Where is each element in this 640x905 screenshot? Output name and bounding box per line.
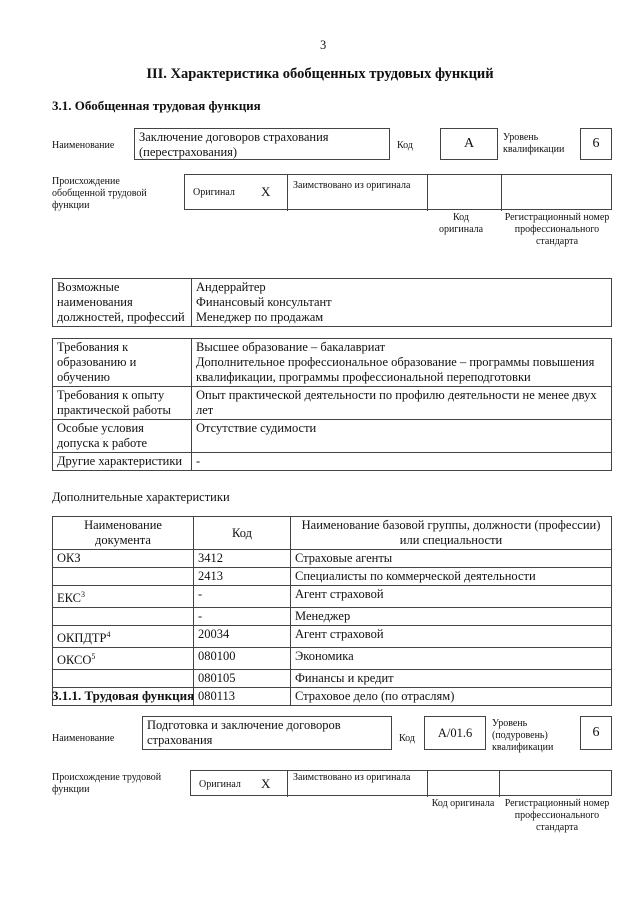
doc-name: ОКПДТР <box>57 631 107 646</box>
doc-cell <box>53 550 194 568</box>
experience-value: Опыт практической деятельности по профилю деятельности не менее двух лет <box>192 387 612 420</box>
page-title: III. Характеристика обобщенных трудовых функций <box>146 66 494 82</box>
origin-label: Происхождение обобщенной трудовой функции <box>52 176 147 211</box>
original-mark: Х <box>261 184 271 199</box>
code-label: Код <box>399 733 415 744</box>
positions-cell <box>192 279 612 327</box>
name-cell: Страховые агенты <box>291 550 612 568</box>
table-row <box>53 648 612 670</box>
requirements-table <box>52 338 612 471</box>
table-row <box>53 568 612 586</box>
education-item: Высшее образование – бакалавриат <box>196 340 386 354</box>
conditions-value: Отсутствие судимости <box>192 420 612 453</box>
doc-name: ЕКС <box>57 591 81 606</box>
original-label: Оригинал <box>199 779 241 790</box>
section-heading: 3.1.1. Трудовая функция <box>52 688 195 703</box>
code-cell: 080100 <box>194 648 291 670</box>
position-item: Андеррайтер <box>196 280 266 294</box>
name-cell: Агент страховой <box>291 586 612 608</box>
code-original-label: Код оригинала <box>431 798 495 809</box>
table-row <box>53 670 612 688</box>
positions-table <box>52 278 612 327</box>
code-cell: 080113 <box>194 688 291 706</box>
table-row <box>53 586 612 608</box>
doc-cell <box>53 648 194 670</box>
additional-table <box>52 516 612 706</box>
education-label: Требования к образованию и обучению <box>53 339 192 387</box>
reg-number-label: Регистрационный номер профессионального стандарта <box>504 798 610 833</box>
table-row <box>53 626 612 648</box>
other-value: - <box>192 453 612 471</box>
education-item: Дополнительное профессиональное образование – программы повышения квалификации, программы профессиональной переподготовки <box>196 355 595 384</box>
gtf-code-value: А <box>440 128 498 160</box>
tf-level-value: 6 <box>580 716 612 750</box>
original-mark: Х <box>261 776 271 791</box>
divider <box>427 175 428 211</box>
header-name: Наименование базовой группы, должности (профессии) или специальности <box>291 517 612 550</box>
doc-cell <box>53 608 194 626</box>
divider <box>427 771 428 797</box>
gtf-name-value: Заключение договоров страхования (перестрахования) <box>134 128 390 160</box>
positions-label: Возможные наименования должностей, профессий <box>53 279 192 327</box>
header-code: Код <box>194 517 291 550</box>
divider <box>287 175 288 211</box>
section-heading: 3.1. Обобщенная трудовая функция <box>52 98 261 113</box>
name-cell: Финансы и кредит <box>291 670 612 688</box>
name-label: Наименование <box>52 140 115 151</box>
level-label: Уровень квалификации <box>503 132 565 155</box>
doc-cell <box>53 568 194 586</box>
additional-title: Дополнительные характеристики <box>52 490 230 504</box>
divider <box>501 175 502 211</box>
name-cell: Страховое дело (по отраслям) <box>291 688 612 706</box>
code-cell: - <box>194 608 291 626</box>
page-number: 3 <box>320 38 327 52</box>
level-label: Уровень (подуровень) квалификации <box>492 718 554 753</box>
footnote-ref: 5 <box>91 652 96 662</box>
name-cell: Менеджер <box>291 608 612 626</box>
experience-label: Требования к опыту практической работы <box>53 387 192 420</box>
name-cell: Агент страховой <box>291 626 612 648</box>
origin-box <box>184 174 612 210</box>
origin-label: Происхождение трудовой функции <box>52 772 162 795</box>
gtf-level-value: 6 <box>580 128 612 160</box>
education-cell <box>192 339 612 387</box>
footnote-ref: 4 <box>106 630 111 640</box>
name-label: Наименование <box>52 733 115 744</box>
doc-name: ОКСО <box>57 653 92 668</box>
name-cell: Экономика <box>291 648 612 670</box>
doc-cell <box>53 586 194 608</box>
tf-name-value: Подготовка и заключение договоров страхования <box>142 716 392 750</box>
code-cell: 3412 <box>194 550 291 568</box>
code-label: Код <box>397 140 413 151</box>
tf-code-value: А/01.6 <box>424 716 486 750</box>
divider <box>287 771 288 797</box>
footnote-ref: 3 <box>81 590 85 599</box>
divider <box>499 771 500 797</box>
position-item: Финансовый консультант <box>196 295 332 309</box>
doc-name: ОКЗ <box>57 551 81 565</box>
header-doc: Наименование документа <box>53 517 194 550</box>
doc-cell <box>53 670 194 688</box>
code-cell: 080105 <box>194 670 291 688</box>
table-row <box>53 608 612 626</box>
table-row <box>53 550 612 568</box>
code-cell: 2413 <box>194 568 291 586</box>
position-item: Менеджер по продажам <box>196 310 324 324</box>
original-label: Оригинал <box>193 187 235 198</box>
conditions-label: Особые условия допуска к работе <box>53 420 192 453</box>
origin-box <box>190 770 612 796</box>
borrowed-label: Заимствовано из оригинала <box>293 772 411 783</box>
other-label: Другие характеристики <box>53 453 192 471</box>
code-original-label: Код оригинала <box>438 212 484 235</box>
doc-cell <box>53 626 194 648</box>
reg-number-label: Регистрационный номер профессионального стандарта <box>504 212 610 247</box>
code-cell: - <box>194 586 291 608</box>
borrowed-label: Заимствовано из оригинала <box>293 180 411 191</box>
name-cell: Специалисты по коммерческой деятельности <box>291 568 612 586</box>
code-cell: 20034 <box>194 626 291 648</box>
